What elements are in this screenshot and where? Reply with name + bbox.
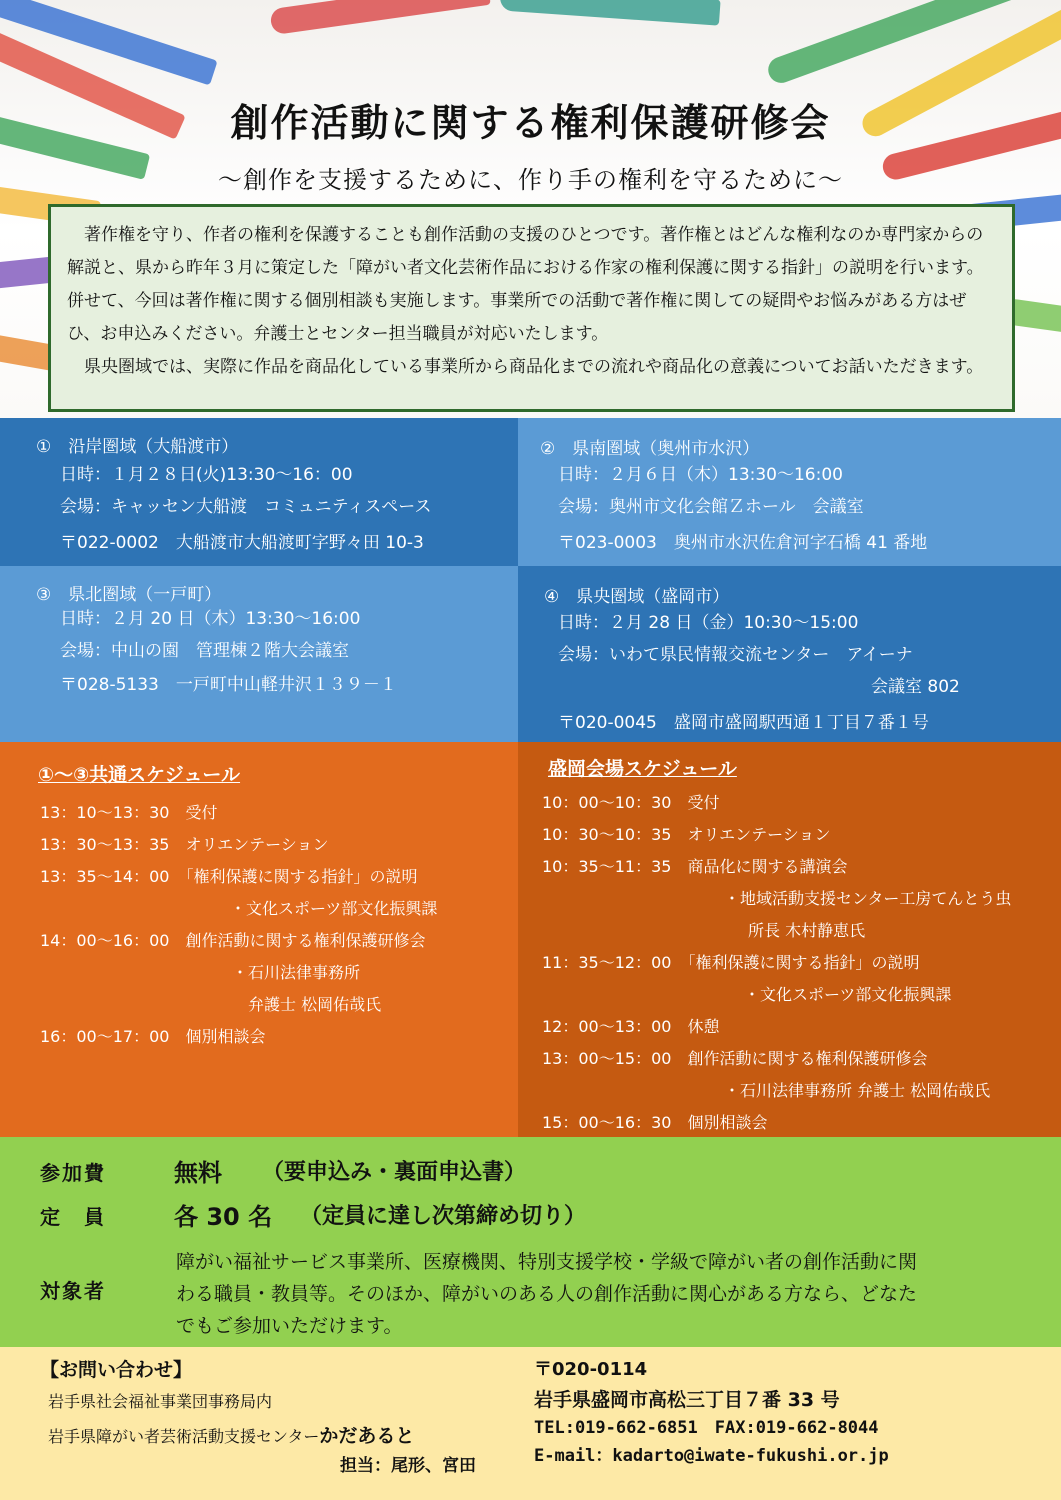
fee-label: 参加費 — [40, 1161, 106, 1185]
venue-place: 会場：いわて県民情報交流センター アイーナ — [558, 645, 913, 665]
contact-postal: 〒020-0114 — [534, 1359, 648, 1380]
schedule-row: 13：30～13：35 オリエンテーション — [40, 835, 329, 854]
contact-phone: TEL:019-662-6851 FAX:019-662-8044 — [534, 1418, 879, 1438]
venue-address: 〒020-0045 盛岡市盛岡駅西通１丁目７番１号 — [558, 713, 929, 733]
venue-address: 〒023-0003 奥州市水沢佐倉河字石橋 41 番地 — [558, 533, 928, 553]
schedule-title: 盛岡会場スケジュール — [548, 758, 737, 780]
schedule-row-detail: ・文化スポーツ部文化振興課 — [744, 985, 952, 1004]
intro-box — [48, 204, 1015, 412]
contact-center-name: 岩手県障がい者芸術活動支援センター — [48, 1427, 320, 1446]
page-title: 創作活動に関する権利保護研修会 — [230, 101, 831, 145]
schedule-row-detail: ・地域活動支援センター工房てんとう虫 — [724, 889, 1012, 908]
contact-center — [48, 1421, 414, 1448]
schedule-row: 13：00～15：00 創作活動に関する権利保護研修会 — [542, 1049, 928, 1068]
capacity-value: 各 30 名 — [174, 1203, 273, 1231]
info-band — [0, 1137, 1061, 1347]
venue-heading: ③ 県北圏域（一戸町） — [36, 585, 222, 605]
schedule-row-detail: ・文化スポーツ部文化振興課 — [230, 899, 438, 918]
target-line: 障がい福祉サービス事業所、医療機関、特別支援学校・学級で障がい者の創作活動に関 — [176, 1251, 918, 1273]
schedule-row: 10：30～10：35 オリエンテーション — [542, 825, 831, 844]
contact-section — [0, 1347, 1061, 1500]
contact-email[interactable]: E-mail：kadarto@iwate-fukushi.or.jp — [534, 1446, 889, 1466]
target-line: わる職員・教員等。そのほか、障がいのある人の創作活動に関心がある方なら、どなた — [176, 1283, 918, 1305]
schedule-row: 11：35～12：00 「権利保護に関する指針」の説明 — [542, 953, 920, 972]
capacity-note: （定員に達し次第締め切り） — [300, 1204, 587, 1229]
venue-place: 会場：奥州市文化会館Ｚホール 会議室 — [558, 497, 864, 517]
venue-heading: ① 沿岸圏域（大船渡市） — [36, 437, 239, 457]
capacity-label: 定 員 — [40, 1205, 106, 1229]
intro-paragraph: 県央圏域では、実際に作品を商品化している事業所から商品化までの流れや商品化の意義についてお話いただきます。 — [84, 357, 984, 377]
target-label: 対象者 — [40, 1279, 106, 1303]
contact-org: 岩手県社会福祉事業団事務局内 — [48, 1392, 273, 1411]
schedule-row: 14：00～16：00 創作活動に関する権利保護研修会 — [40, 931, 426, 950]
venue-heading: ④ 県央圏域（盛岡市） — [544, 587, 730, 607]
venue-date: 日時：２月６日（木）13:30～16:00 — [558, 465, 843, 485]
venue-1 — [0, 418, 518, 566]
venue-address: 〒022-0002 大船渡市大船渡町字野々田 10-3 — [60, 533, 424, 553]
venue-4 — [518, 566, 1061, 742]
venue-date: 日時：２月 20 日（木）13:30～16:00 — [60, 609, 361, 629]
schedule-row: 12：00～13：00 休憩 — [542, 1017, 720, 1036]
header-image — [0, 0, 1061, 418]
schedule-row-detail: ・石川法律事務所 弁護士 松岡佑哉氏 — [724, 1081, 991, 1100]
fee-note: （要申込み・裏面申込書） — [262, 1160, 527, 1185]
target-line: でもご参加いただけます。 — [176, 1315, 403, 1337]
schedule-row: 13：10～13：30 受付 — [40, 803, 218, 822]
schedule-common — [0, 742, 518, 1137]
venue-date: 日時：２月 28 日（金）10:30～15:00 — [558, 613, 859, 633]
venue-place-room: 会議室 802 — [871, 677, 960, 697]
fee-value: 無料 — [174, 1159, 222, 1187]
schedule-row: 16：00～17：00 個別相談会 — [40, 1027, 266, 1046]
pencil-decoration — [269, 0, 490, 35]
contact-staff: 担当：尾形、宮田 — [340, 1456, 476, 1476]
venue-2 — [518, 418, 1061, 566]
venue-place: 会場：キャッセン大船渡 コミュニティスペース — [60, 497, 432, 517]
venue-address: 〒028-5133 一戸町中山軽井沢１３９－１ — [60, 675, 397, 695]
contact-address: 岩手県盛岡市高松三丁目７番 33 号 — [534, 1389, 840, 1411]
contact-heading: 【お問い合わせ】 — [40, 1359, 193, 1381]
pencil-decoration — [499, 0, 720, 26]
schedule-row: 10：35～11：35 商品化に関する講演会 — [542, 857, 848, 876]
page-subtitle: ～創作を支援するために、作り手の権利を守るために～ — [218, 166, 843, 194]
intro-paragraph: 著作権を守り、作者の権利を保護することも創作活動の支援のひとつです。著作権とはどんな権利なのか専門家からの解説と、県から昨年３月に策定した「障がい者文化芸術作品における作家の権利保護に関する指針」の説明を行います。併せて、今回は著作権に関する個別相談も実施します。事業所での活動で著作権に関しての疑問やお悩みがある方はぜひ、お申込みください。弁護士とセンター担当職員が対応いたします。 — [67, 225, 984, 344]
venue-place: 会場：中山の園 管理棟２階大会議室 — [60, 641, 349, 661]
contact-center-nickname: かだあると — [319, 1425, 415, 1447]
schedule-row: 15：00～16：30 個別相談会 — [542, 1113, 768, 1132]
schedule-row: 13：35～14：00 「権利保護に関する指針」の説明 — [40, 867, 418, 886]
schedule-row-detail: 弁護士 松岡佑哉氏 — [248, 995, 382, 1014]
venue-3 — [0, 566, 518, 742]
schedule-morioka — [518, 742, 1061, 1137]
venue-heading: ② 県南圏域（奥州市水沢） — [540, 439, 760, 459]
schedule-row-detail: ・石川法律事務所 — [232, 963, 361, 982]
schedule-title: ①～③共通スケジュール — [38, 764, 241, 786]
venue-date: 日時：１月２８日(火)13:30～16：00 — [60, 465, 353, 485]
schedule-row-detail: 所長 木村静恵氏 — [748, 921, 866, 940]
schedule-row: 10：00～10：30 受付 — [542, 793, 720, 812]
